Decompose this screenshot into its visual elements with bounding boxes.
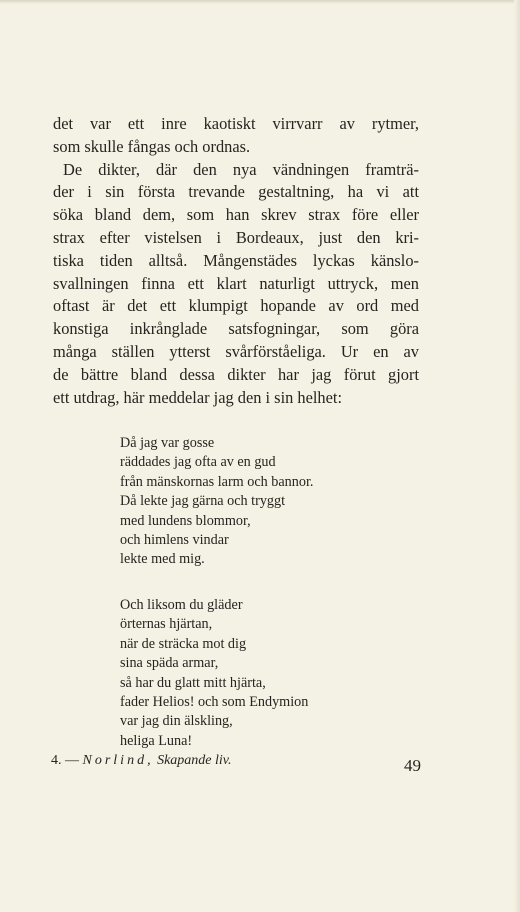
page-footer: [51, 752, 421, 776]
poem-line: fader Helios! och som Endymion: [120, 694, 309, 711]
text-line: ett utdrag, här meddelar jag den i sin helhet:: [53, 387, 343, 407]
poem-line: från mänskornas larm och bannor.: [120, 473, 314, 490]
text-line: det var ett inre kaotiskt virrvarr av rytmer,: [53, 114, 419, 133]
text-line: oftast är det ett klumpigt hopande av ord med: [53, 296, 419, 316]
poem-line: heliga Luna!: [120, 732, 193, 749]
body-paragraph: [53, 113, 419, 409]
poem-stanza-1: [120, 434, 313, 570]
poem-line: och himlens vindar: [120, 532, 229, 549]
text-line: många ställen ytterst svårförståeliga. Ur en av: [53, 341, 419, 361]
text-line: söka bland dem, som han skrev strax före eller: [53, 205, 419, 225]
page-top-edge: [0, 0, 520, 4]
text-line: svallningen finna ett klart naturligt uttryck, men: [53, 273, 419, 293]
poem-line: lekte med mig.: [120, 551, 205, 568]
text-line: der i sin första trevande gestaltning, ha vi att: [53, 182, 419, 202]
text-line: tiska tiden alltså. Mångenstädes lyckas känslo-: [53, 250, 419, 270]
signature-mark: [51, 752, 231, 770]
signature-dash: —: [65, 753, 79, 768]
poem-stanza-2: [120, 596, 308, 751]
poem-line: örternas hjärtan,: [120, 616, 213, 633]
poem-line: så har du glatt mitt hjärta,: [120, 674, 266, 691]
page-right-edge-shadow: [514, 0, 520, 912]
text-line: de bättre bland dessa dikter har jag förut gjort: [53, 364, 419, 384]
text-line: som skulle fångas och ordnas.: [53, 136, 251, 156]
poem-line: räddades jag ofta av en gud: [120, 454, 276, 471]
poem-line: Och liksom du gläder: [120, 597, 243, 613]
poem-line: när de sträcka mot dig: [120, 635, 247, 652]
author-name: Norlind,: [82, 753, 154, 768]
poem-line: med lundens blommor,: [120, 512, 251, 529]
poem-line: sina späda armar,: [120, 655, 219, 672]
text-line: De dikter, där den nya vändningen framträ-: [63, 159, 419, 179]
signature-number: 4.: [51, 753, 62, 768]
page-number: 49: [404, 756, 421, 775]
poem-line: Då jag var gosse: [120, 435, 215, 451]
text-line: strax efter vistelsen i Bordeaux, just den kri-: [53, 227, 419, 247]
text-line: konstiga inkrånglade satsfogningar, som göra: [53, 319, 419, 339]
poem-line: var jag din älskling,: [120, 713, 233, 730]
book-title: Skapande liv.: [157, 753, 232, 768]
poem-line: Då lekte jag gärna och tryggt: [120, 493, 286, 510]
